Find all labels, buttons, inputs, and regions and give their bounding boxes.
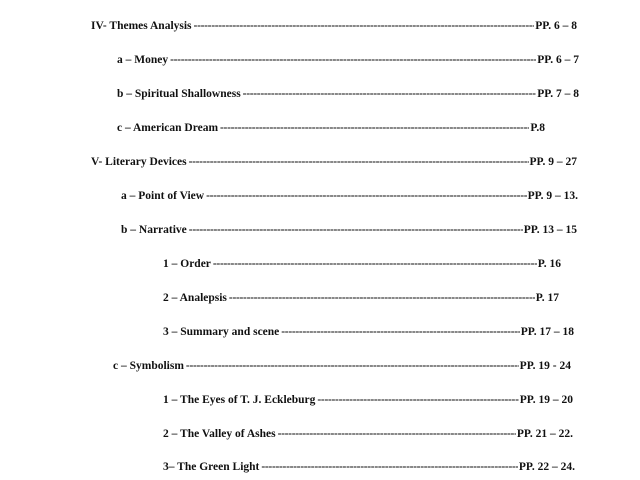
toc-entry-symbolism [113, 359, 571, 373]
toc-entry-green-light [163, 460, 575, 474]
toc-entry-money [117, 53, 579, 67]
toc-entry-label: c – American Dream [117, 122, 219, 134]
toc-entry-label: a – Point of View [121, 190, 205, 202]
toc-dot-leader [317, 393, 518, 407]
toc-dot-leader [206, 189, 527, 203]
toc-dot-leader [189, 155, 529, 169]
toc-entry-narrative [121, 223, 577, 237]
toc-dot-leader [170, 53, 536, 67]
toc-entry-pages: P.8 [530, 122, 545, 134]
toc-entry-pages: PP. 17 – 18 [520, 326, 574, 338]
toc-entry-label: V- Literary Devices [91, 156, 187, 168]
toc-entry-spiritual-shallowness [117, 87, 579, 101]
toc-entry-label: b – Narrative [121, 224, 187, 236]
toc-dot-leader [243, 87, 537, 101]
toc-entry-label: 1 – The Eyes of T. J. Eckleburg [163, 394, 316, 406]
toc-entry-order [163, 257, 561, 271]
toc-entry-point-of-view [121, 189, 578, 203]
toc-entry-label: IV- Themes Analysis [91, 20, 192, 32]
toc-entry-label: a – Money [117, 54, 169, 66]
toc-entry-pages: PP. 6 – 7 [537, 54, 579, 66]
toc-entry-pages: PP. 22 – 24. [518, 461, 575, 473]
toc-entry-pages: PP. 19 – 20 [519, 394, 573, 406]
toc-entry-valley-of-ashes [163, 427, 573, 441]
toc-entry-pages: P. 17 [535, 292, 559, 304]
toc-entry-label: 3 – Summary and scene [163, 326, 280, 338]
toc-entry-label: 1 – Order [163, 258, 211, 270]
toc-dot-leader [278, 427, 516, 441]
toc-dot-leader [194, 19, 535, 33]
toc-entry-pages: PP. 21 – 22. [516, 428, 573, 440]
toc-entry-summary-and-scene [163, 325, 574, 339]
toc-entry-pages: PP. 9 – 27 [529, 156, 577, 168]
toc-entry-pages: PP. 19 - 24 [519, 360, 571, 372]
toc-dot-leader [186, 359, 519, 373]
toc-dot-leader [189, 223, 523, 237]
toc-entry-label: 2 – Analepsis [163, 292, 227, 304]
toc-entry-analepsis [163, 291, 559, 305]
toc-dot-leader [281, 325, 519, 339]
toc-entry-eyes-of-eckleburg [163, 393, 573, 407]
toc-entry-pages: PP. 9 – 13. [527, 190, 578, 202]
toc-entry-themes-analysis [91, 19, 577, 33]
toc-entry-label: c – Symbolism [113, 360, 184, 372]
toc-entry-pages: PP. 6 – 8 [535, 20, 577, 32]
toc-entry-label: 3– The Green Light [163, 461, 260, 473]
toc-entry-american-dream [117, 121, 545, 135]
toc-dot-leader [213, 257, 537, 271]
toc-entry-pages: PP. 7 – 8 [537, 88, 579, 100]
toc-dot-leader [261, 460, 518, 474]
toc-entry-pages: P. 16 [537, 258, 561, 270]
toc-entry-label: 2 – The Valley of Ashes [163, 428, 276, 440]
toc-dot-leader [220, 121, 529, 135]
toc-entry-label: b – Spiritual Shallowness [117, 88, 241, 100]
toc-dot-leader [229, 291, 535, 305]
toc-entry-pages: PP. 13 – 15 [523, 224, 577, 236]
toc-entry-literary-devices [91, 155, 577, 169]
